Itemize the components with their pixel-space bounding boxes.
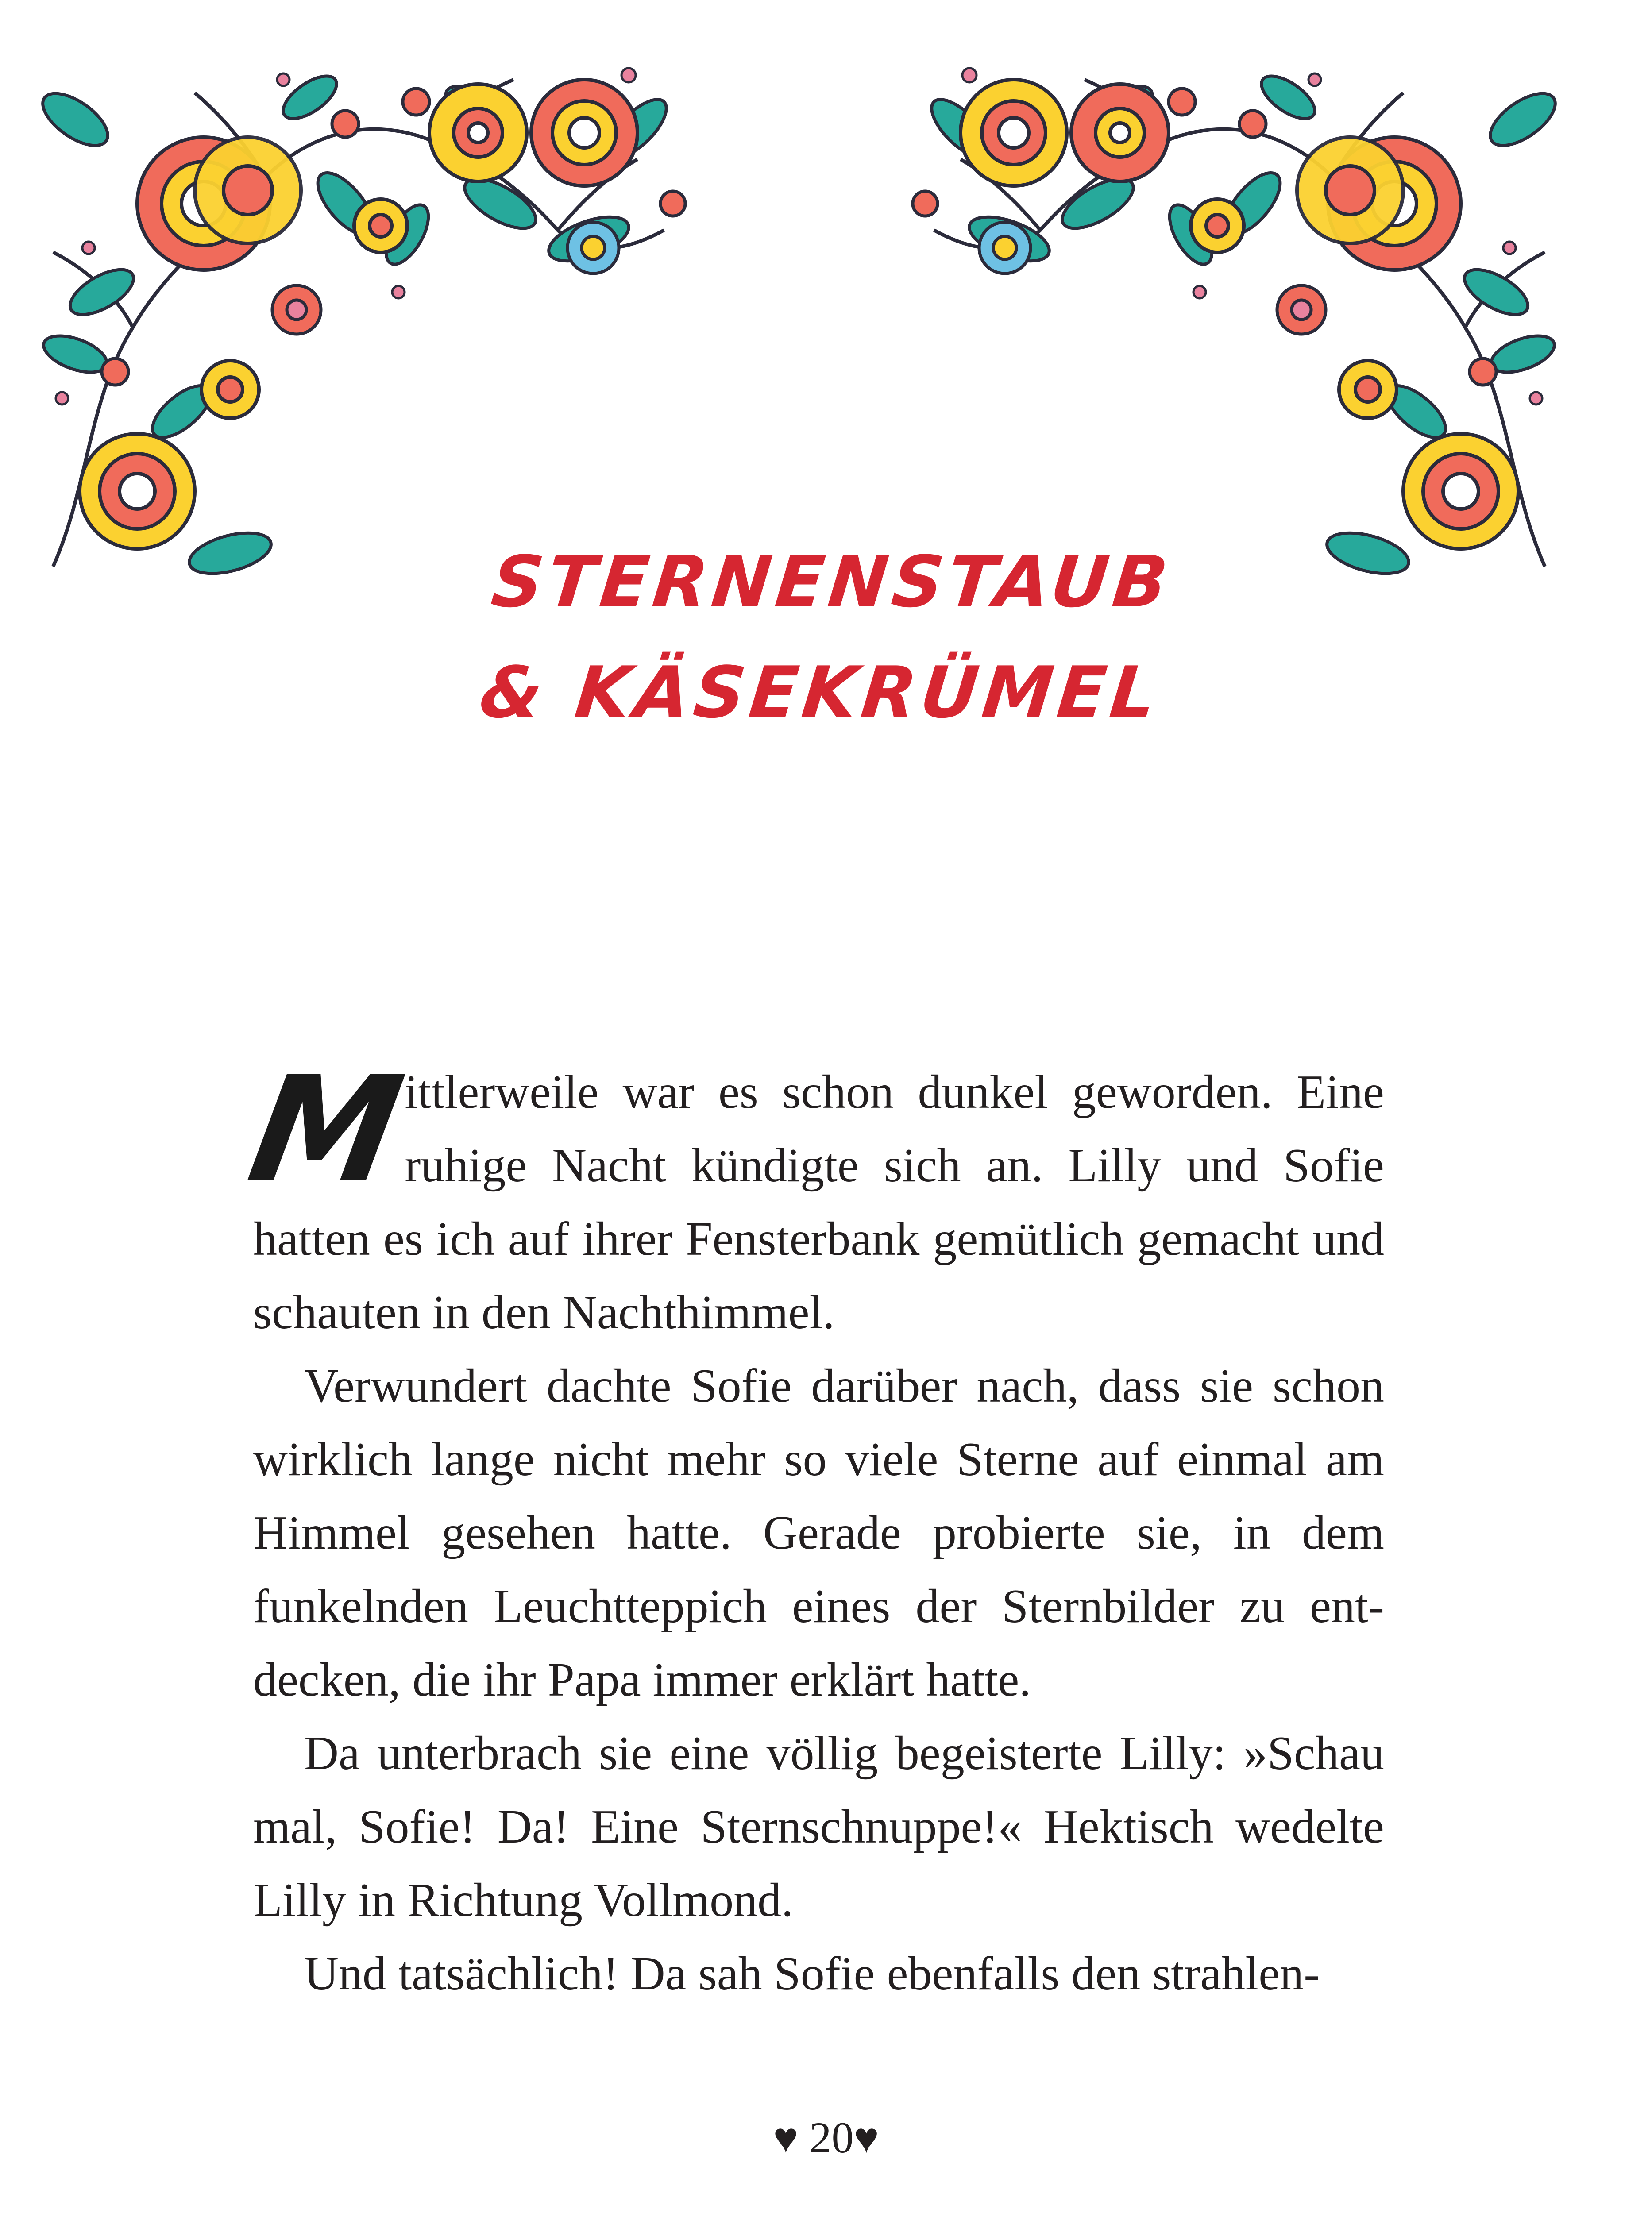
- paragraph-1-text: ittlerweile war es schon dunkel geworden. Eine ruhige Nacht kündigte sich an. Lilly und Sofie hatten es ich auf ihrer Fensterbank gemütlich gemacht und schauten in den Nachthimmel.: [253, 1066, 1384, 1339]
- floral-ornament-right-icon: [890, 44, 1563, 593]
- paragraph-1: [238, 1045, 1384, 1349]
- heart-icon: ♥: [853, 2114, 879, 2162]
- chapter-title-line-1: STERNENSTAUB: [488, 540, 1176, 623]
- drop-cap: M: [238, 1045, 409, 1215]
- paragraph-2: Verwundert dachte Sofie darüber nach, dass sie schon wirklich lange nicht mehr so viele Sterne auf einmal am Himmel gesehen hatte. Gerade probierte sie, in dem funkelnden Leuchtteppich eines der Sternbilder zu entdecken, die ihr Papa immer erklärt hatte.: [253, 1360, 1384, 1706]
- paragraph-4: Und tatsächlich! Da sah Sofie ebenfalls den strahlen-: [304, 1947, 1320, 2000]
- chapter-body: [238, 1045, 1384, 2011]
- page-footer: [0, 2111, 1652, 2165]
- paragraph-3: Da unterbrach sie eine völlig begeisterte Lilly: »Schau mal, Sofie! Da! Eine Sternschnuppe!« Hektisch wedelte Lilly in Richtung Vollmond.: [253, 1727, 1384, 1927]
- floral-ornament-left-icon: [35, 44, 708, 593]
- chapter-title-line-2: & KÄSEKRÜMEL: [476, 651, 1165, 734]
- chapter-title: [0, 527, 1652, 748]
- heart-icon: ♥: [773, 2114, 799, 2162]
- page-number: 20: [809, 2113, 854, 2162]
